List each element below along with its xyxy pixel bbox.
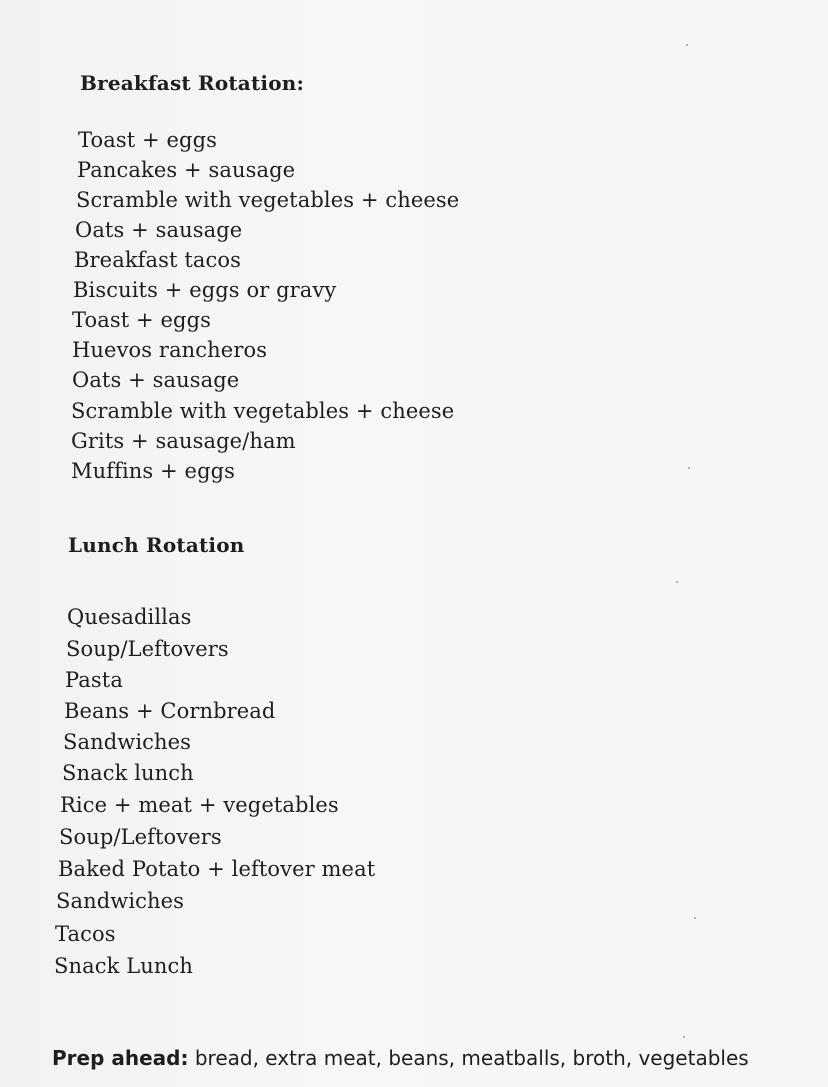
paper-speck: [688, 467, 690, 469]
prep-ahead-text: bread, extra meat, beans, meatballs, broth, vegetables: [188, 1046, 749, 1070]
list-item: Breakfast tacos: [74, 248, 241, 272]
list-item: Pancakes + sausage: [77, 158, 296, 182]
list-item: Quesadillas: [67, 605, 192, 629]
list-item: Snack Lunch: [54, 954, 193, 978]
paper-speck: [683, 1036, 685, 1038]
list-item: Grits + sausage/ham: [71, 429, 296, 453]
list-item: Baked Potato + leftover meat: [58, 857, 376, 881]
list-item: Soup/Leftovers: [66, 637, 229, 661]
list-item: Oats + sausage: [72, 368, 240, 392]
paper-speck: [686, 44, 688, 46]
paper-speck: [676, 581, 678, 583]
list-item: Scramble with vegetables + cheese: [71, 399, 455, 423]
list-item: Snack lunch: [62, 761, 194, 785]
list-item: Muffins + eggs: [71, 459, 236, 483]
list-item: Toast + eggs: [78, 128, 217, 152]
paper-speck: [694, 917, 696, 919]
list-item: Oats + sausage: [75, 218, 243, 242]
list-item: Pasta: [65, 668, 123, 692]
list-item: Soup/Leftovers: [59, 825, 222, 849]
list-item: Biscuits + eggs or gravy: [73, 278, 337, 302]
list-item: Scramble with vegetables + cheese: [76, 188, 460, 212]
list-item: Sandwiches: [56, 889, 185, 913]
prep-ahead-line: [52, 1046, 749, 1070]
list-item: Sandwiches: [63, 730, 192, 754]
list-item: Rice + meat + vegetables: [60, 793, 339, 817]
list-item: Huevos rancheros: [72, 338, 268, 362]
breakfast-heading: Breakfast Rotation:: [80, 71, 305, 95]
list-item: Toast + eggs: [72, 308, 211, 332]
lunch-heading: Lunch Rotation: [68, 533, 245, 557]
list-item: Beans + Cornbread: [64, 699, 276, 723]
prep-ahead-label: Prep ahead:: [52, 1046, 189, 1070]
list-item: Tacos: [55, 922, 116, 946]
